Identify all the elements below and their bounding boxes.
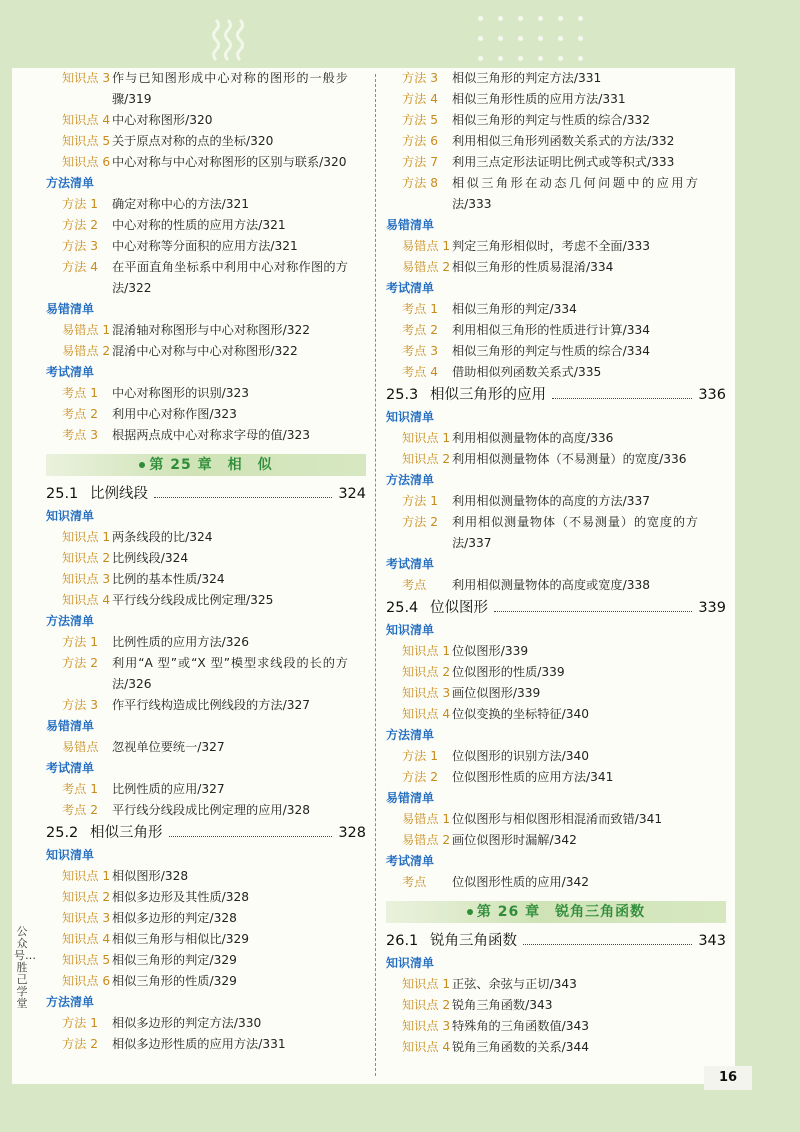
toc-entry[interactable]: [386, 257, 726, 278]
entry-label: 方法 2: [62, 656, 99, 670]
entry-text: 比例性质的应用方法/326: [112, 635, 250, 649]
entry-text: 利用相似测量物体（不易测量）的宽度/336: [452, 452, 687, 466]
entry-text: 比例的基本性质/324: [112, 572, 225, 586]
dot-decoration: [558, 36, 563, 41]
bullet-icon: [139, 462, 145, 468]
section-number: 25.4: [386, 600, 419, 616]
entry-text: 相似三角形性质的应用方法/331: [452, 92, 626, 106]
toc-entry[interactable]: [46, 236, 366, 257]
entry-label: 知识点 1: [402, 431, 451, 445]
entry-label: 知识点 4: [62, 113, 111, 127]
toc-entry[interactable]: [46, 215, 366, 236]
entry-text: 正弦、余弦与正切/343: [452, 977, 577, 991]
entry-label: 知识点 3: [62, 572, 111, 586]
entry-text: 平行线分线段成比例定理/325: [112, 593, 274, 607]
entry-label: 考点 2: [402, 323, 439, 337]
entry-text: 特殊角的三角函数值/343: [452, 1019, 590, 1033]
entry-text: 相似多边形的判定/328: [112, 911, 237, 925]
entry-label: 方法 1: [62, 1016, 99, 1030]
entry-label: 方法 5: [402, 113, 439, 127]
category-heading: 方法清单: [46, 614, 95, 628]
entry-text: 平行线分线段成比例定理的应用/328: [112, 803, 310, 817]
entry-label: 知识点 1: [402, 977, 451, 991]
entry-label: 知识点 3: [402, 1019, 451, 1033]
category-heading: 考试清单: [386, 557, 435, 571]
section-page: 336: [698, 387, 726, 403]
category-heading: 方法清单: [46, 176, 95, 190]
entry-text: 相似三角形在动态几何问题中的应用方法/333: [452, 176, 698, 211]
entry-label: 考点 2: [62, 407, 99, 421]
entry-label: 方法 1: [402, 494, 439, 508]
section-page: 324: [338, 486, 366, 502]
dot-decoration: [478, 56, 483, 61]
entry-text: 位似图形的识别方法/340: [452, 749, 590, 763]
entry-label: 易错点 1: [402, 239, 451, 253]
toc-entry[interactable]: [386, 89, 726, 110]
entry-label: 方法 1: [402, 749, 439, 763]
toc-entry[interactable]: [46, 383, 366, 404]
entry-label: 知识点 4: [402, 1040, 451, 1054]
toc-entry[interactable]: [386, 173, 726, 215]
entry-label: 考点 2: [62, 803, 99, 817]
toc-entry[interactable]: [386, 449, 726, 470]
toc-entry[interactable]: [46, 737, 366, 758]
toc-entry[interactable]: [46, 908, 366, 929]
section-title: 相似三角形: [90, 825, 163, 841]
entry-text: 利用相似三角形列函数关系式的方法/332: [452, 134, 675, 148]
entry-label: 知识点 6: [62, 974, 111, 988]
toc-entry[interactable]: [46, 131, 366, 152]
entry-text: 位似图形的性质/339: [452, 665, 565, 679]
entry-label: 考点 4: [402, 365, 439, 379]
toc-entry[interactable]: [386, 320, 726, 341]
entry-text: 锐角三角函数的关系/344: [452, 1040, 590, 1054]
toc-entry[interactable]: [386, 428, 726, 449]
dot-decoration: [558, 16, 563, 21]
entry-label: 知识点 2: [402, 998, 451, 1012]
entry-label: 方法 1: [62, 635, 99, 649]
entry-label: 知识点 3: [402, 686, 451, 700]
toc-entry[interactable]: [386, 1016, 726, 1037]
dot-decoration: [578, 36, 583, 41]
toc-entry[interactable]: [386, 236, 726, 257]
section-title: 相似三角形的应用: [430, 387, 546, 403]
entry-text: 位似变换的坐标特征/340: [452, 707, 590, 721]
column-divider: [375, 74, 376, 1076]
section-page: 328: [338, 825, 366, 841]
dot-leader: [494, 611, 692, 612]
entry-text: 利用相似测量物体（不易测量）的宽度的方法/337: [452, 515, 698, 550]
section-number: 26.1: [386, 933, 419, 949]
toc-entry[interactable]: [386, 110, 726, 131]
entry-text: 相似三角形的判定/329: [112, 953, 237, 967]
category-heading: 方法清单: [386, 473, 435, 487]
entry-text: 利用“A 型”或“X 型”模型求线段的长的方法/326: [112, 656, 348, 691]
section-heading[interactable]: [386, 596, 726, 620]
entry-label: 方法 4: [402, 92, 439, 106]
toc-entry[interactable]: [46, 929, 366, 950]
toc-entry[interactable]: [46, 590, 366, 611]
toc-entry[interactable]: [386, 830, 726, 851]
category-heading: 方法清单: [46, 995, 95, 1009]
entry-text: 位似图形性质的应用方法/341: [452, 770, 614, 784]
entry-text: 在平面直角坐标系中利用中心对称作图的方法/322: [112, 260, 348, 295]
entry-text: 根据两点成中心对称求字母的值/323: [112, 428, 310, 442]
entry-label: 考点 1: [402, 302, 439, 316]
section-heading[interactable]: [386, 383, 726, 407]
section-title: 位似图形: [430, 600, 488, 616]
entry-label: 考点 3: [62, 428, 99, 442]
toc-entry[interactable]: [386, 767, 726, 788]
chapter-banner[interactable]: [46, 454, 366, 476]
dot-leader: [523, 944, 692, 945]
category-heading: 知识清单: [386, 410, 435, 424]
toc-entry[interactable]: [386, 746, 726, 767]
toc-entry[interactable]: [46, 569, 366, 590]
section-number: 25.3: [386, 387, 419, 403]
section-heading[interactable]: [46, 821, 366, 845]
entry-text: 中心对称图形的识别/323: [112, 386, 250, 400]
entry-text: 相似三角形的判定与性质的综合/334: [452, 344, 650, 358]
toc-entry[interactable]: [46, 152, 366, 173]
entry-text: 确定对称中心的方法/321: [112, 197, 250, 211]
entry-text: 相似图形/328: [112, 869, 189, 883]
entry-label: 方法 2: [402, 770, 439, 784]
toc-entry[interactable]: [46, 320, 366, 341]
toc-entry[interactable]: [46, 779, 366, 800]
entry-label: 知识点 3: [62, 911, 111, 925]
entry-text: 利用相似测量物体的高度/336: [452, 431, 614, 445]
entry-label: 考点: [402, 875, 427, 889]
toc-entry[interactable]: [46, 1034, 366, 1055]
toc-entry[interactable]: [386, 131, 726, 152]
entry-text: 相似三角形的判定与性质的综合/332: [452, 113, 650, 127]
entry-text: 作平行线构造成比例线段的方法/327: [112, 698, 310, 712]
dot-decoration: [478, 16, 483, 21]
entry-text: 忽视单位要统一/327: [112, 740, 225, 754]
entry-text: 比例线段/324: [112, 551, 189, 565]
category-heading: 知识清单: [386, 956, 435, 970]
entry-label: 易错点 2: [402, 260, 451, 274]
toc-entry[interactable]: [386, 995, 726, 1016]
section-number: 25.2: [46, 825, 79, 841]
toc-entry[interactable]: [386, 152, 726, 173]
entry-text: 两条线段的比/324: [112, 530, 213, 544]
entry-text: 相似多边形性质的应用方法/331: [112, 1037, 286, 1051]
entry-label: 考点 1: [62, 386, 99, 400]
category-heading: 考试清单: [46, 365, 95, 379]
side-watermark-text: 公众号…胜己学堂: [14, 925, 36, 1010]
category-heading: 知识清单: [46, 848, 95, 862]
dot-decoration: [558, 56, 563, 61]
entry-label: 知识点 2: [402, 665, 451, 679]
dot-decoration: [498, 16, 503, 21]
wave-decoration-icon: [212, 18, 250, 62]
toc-entry[interactable]: [386, 299, 726, 320]
entry-text: 画位似图形/339: [452, 686, 541, 700]
dot-decoration: [518, 36, 523, 41]
entry-text: 中心对称与中心对称图形的区别与联系/320: [112, 155, 347, 169]
entry-text: 相似三角形的性质易混淆/334: [452, 260, 614, 274]
category-heading: 考试清单: [386, 281, 435, 295]
entry-text: 锐角三角函数/343: [452, 998, 553, 1012]
entry-label: 知识点 2: [402, 452, 451, 466]
entry-text: 中心对称图形/320: [112, 113, 213, 127]
entry-label: 方法 6: [402, 134, 439, 148]
toc-entry[interactable]: [386, 683, 726, 704]
toc-entry[interactable]: [46, 971, 366, 992]
entry-label: 方法 4: [62, 260, 99, 274]
dot-pattern-decoration: [478, 16, 598, 76]
dot-leader: [154, 497, 332, 498]
entry-label: 方法 3: [62, 698, 99, 712]
entry-text: 画位似图形时漏解/342: [452, 833, 577, 847]
category-heading: 方法清单: [386, 728, 435, 742]
entry-text: 借助相似列函数关系式/335: [452, 365, 602, 379]
toc-entry[interactable]: [46, 194, 366, 215]
category-heading: 考试清单: [386, 854, 435, 868]
entry-label: 知识点 1: [402, 644, 451, 658]
entry-label: 方法 2: [62, 218, 99, 232]
section-title: 锐角三角函数: [430, 933, 517, 949]
category-heading: 知识清单: [46, 509, 95, 523]
entry-text: 利用中心对称作图/323: [112, 407, 237, 421]
entry-label: 方法 3: [402, 71, 439, 85]
entry-text: 利用三点定形法证明比例式或等积式/333: [452, 155, 675, 169]
toc-entry[interactable]: [386, 641, 726, 662]
entry-text: 位似图形与相似图形相混淆而致错/341: [452, 812, 663, 826]
dot-leader: [552, 398, 692, 399]
entry-label: 考点: [402, 578, 427, 592]
entry-text: 位似图形/339: [452, 644, 529, 658]
bullet-icon: [467, 909, 473, 915]
dot-decoration: [538, 56, 543, 61]
toc-entry[interactable]: [46, 548, 366, 569]
entry-text: 中心对称等分面积的应用方法/321: [112, 239, 298, 253]
entry-text: 相似三角形的判定/334: [452, 302, 577, 316]
entry-label: 易错点 2: [62, 344, 111, 358]
chapter-banner[interactable]: [386, 901, 726, 923]
section-heading[interactable]: [386, 929, 726, 953]
toc-entry[interactable]: [386, 512, 726, 554]
entry-label: 方法 7: [402, 155, 439, 169]
toc-entry[interactable]: [46, 887, 366, 908]
entry-text: 中心对称的性质的应用方法/321: [112, 218, 286, 232]
entry-text: 利用相似三角形的性质进行计算/334: [452, 323, 650, 337]
toc-entry[interactable]: [46, 800, 366, 821]
toc-entry[interactable]: [46, 1013, 366, 1034]
toc-entry[interactable]: [46, 950, 366, 971]
category-heading: 考试清单: [46, 761, 95, 775]
dot-decoration: [478, 36, 483, 41]
section-page: 339: [698, 600, 726, 616]
entry-label: 知识点 5: [62, 134, 111, 148]
toc-entry[interactable]: [386, 491, 726, 512]
category-heading: 易错清单: [46, 719, 95, 733]
entry-label: 知识点 2: [62, 890, 111, 904]
section-title: 比例线段: [90, 486, 148, 502]
entry-label: 易错点: [62, 740, 99, 754]
dot-decoration: [498, 36, 503, 41]
toc-page: [12, 68, 735, 1084]
entry-label: 知识点 2: [62, 551, 111, 565]
section-heading[interactable]: [46, 482, 366, 506]
dot-decoration: [538, 16, 543, 21]
toc-entry[interactable]: [46, 425, 366, 446]
entry-text: 相似三角形的判定方法/331: [452, 71, 602, 85]
entry-text: 混淆中心对称与中心对称图形/322: [112, 344, 298, 358]
entry-label: 考点 1: [62, 782, 99, 796]
dot-decoration: [578, 56, 583, 61]
toc-entry[interactable]: [46, 632, 366, 653]
toc-entry[interactable]: [386, 362, 726, 383]
entry-label: 易错点 1: [402, 812, 451, 826]
entry-label: 易错点 1: [62, 323, 111, 337]
entry-label: 考点 3: [402, 344, 439, 358]
entry-label: 方法 1: [62, 197, 99, 211]
dot-decoration: [498, 56, 503, 61]
toc-entry[interactable]: [386, 872, 726, 893]
category-heading: 易错清单: [386, 791, 435, 805]
toc-entry[interactable]: [46, 404, 366, 425]
toc-entry[interactable]: [386, 809, 726, 830]
entry-label: 知识点 4: [62, 593, 111, 607]
entry-label: 方法 3: [62, 239, 99, 253]
entry-label: 知识点 4: [402, 707, 451, 721]
entry-text: 相似三角形的性质/329: [112, 974, 237, 988]
toc-entry[interactable]: [386, 1037, 726, 1058]
toc-entry[interactable]: [386, 575, 726, 596]
entry-text: 判定三角形相似时，考虑不全面/333: [452, 239, 650, 253]
toc-entry[interactable]: [46, 257, 366, 299]
toc-entry[interactable]: [46, 68, 366, 110]
toc-entry[interactable]: [46, 527, 366, 548]
page-number: 16: [704, 1066, 752, 1090]
entry-text: 相似多边形的判定方法/330: [112, 1016, 262, 1030]
right-column: [386, 68, 726, 1058]
dot-decoration: [518, 16, 523, 21]
entry-text: 混淆轴对称图形与中心对称图形/322: [112, 323, 310, 337]
entry-text: 位似图形性质的应用/342: [452, 875, 590, 889]
category-heading: 知识清单: [386, 623, 435, 637]
entry-text: 关于原点对称的点的坐标/320: [112, 134, 274, 148]
toc-entry[interactable]: [386, 662, 726, 683]
dot-decoration: [518, 56, 523, 61]
entry-label: 知识点 3: [62, 71, 111, 85]
chapter-title: 第 26 章 锐角三角函数: [476, 904, 646, 920]
entry-text: 作与已知图形成中心对称的图形的一般步骤/319: [112, 71, 348, 106]
toc-entry[interactable]: [46, 110, 366, 131]
category-heading: 易错清单: [386, 218, 435, 232]
entry-label: 方法 8: [402, 176, 439, 190]
entry-label: 方法 2: [402, 515, 439, 529]
toc-entry[interactable]: [386, 704, 726, 725]
entry-text: 利用相似测量物体的高度或宽度/338: [452, 578, 650, 592]
entry-label: 知识点 5: [62, 953, 111, 967]
toc-entry[interactable]: [46, 653, 366, 695]
toc-entry[interactable]: [46, 341, 366, 362]
left-column: [46, 68, 366, 1055]
entry-text: 相似多边形及其性质/328: [112, 890, 250, 904]
category-heading: 易错清单: [46, 302, 95, 316]
entry-text: 相似三角形与相似比/329: [112, 932, 250, 946]
dot-decoration: [578, 16, 583, 21]
section-page: 343: [698, 933, 726, 949]
entry-label: 知识点 1: [62, 869, 111, 883]
entry-label: 易错点 2: [402, 833, 451, 847]
entry-label: 知识点 1: [62, 530, 111, 544]
toc-entry[interactable]: [46, 866, 366, 887]
entry-text: 比例性质的应用/327: [112, 782, 225, 796]
toc-entry[interactable]: [386, 68, 726, 89]
entry-label: 方法 2: [62, 1037, 99, 1051]
chapter-title: 第 25 章 相 似: [149, 457, 273, 473]
entry-text: 利用相似测量物体的高度的方法/337: [452, 494, 650, 508]
toc-entry[interactable]: [386, 974, 726, 995]
section-number: 25.1: [46, 486, 79, 502]
entry-label: 知识点 4: [62, 932, 111, 946]
dot-leader: [169, 836, 333, 837]
dot-decoration: [538, 36, 543, 41]
entry-label: 知识点 6: [62, 155, 111, 169]
toc-entry[interactable]: [46, 695, 366, 716]
toc-entry[interactable]: [386, 341, 726, 362]
